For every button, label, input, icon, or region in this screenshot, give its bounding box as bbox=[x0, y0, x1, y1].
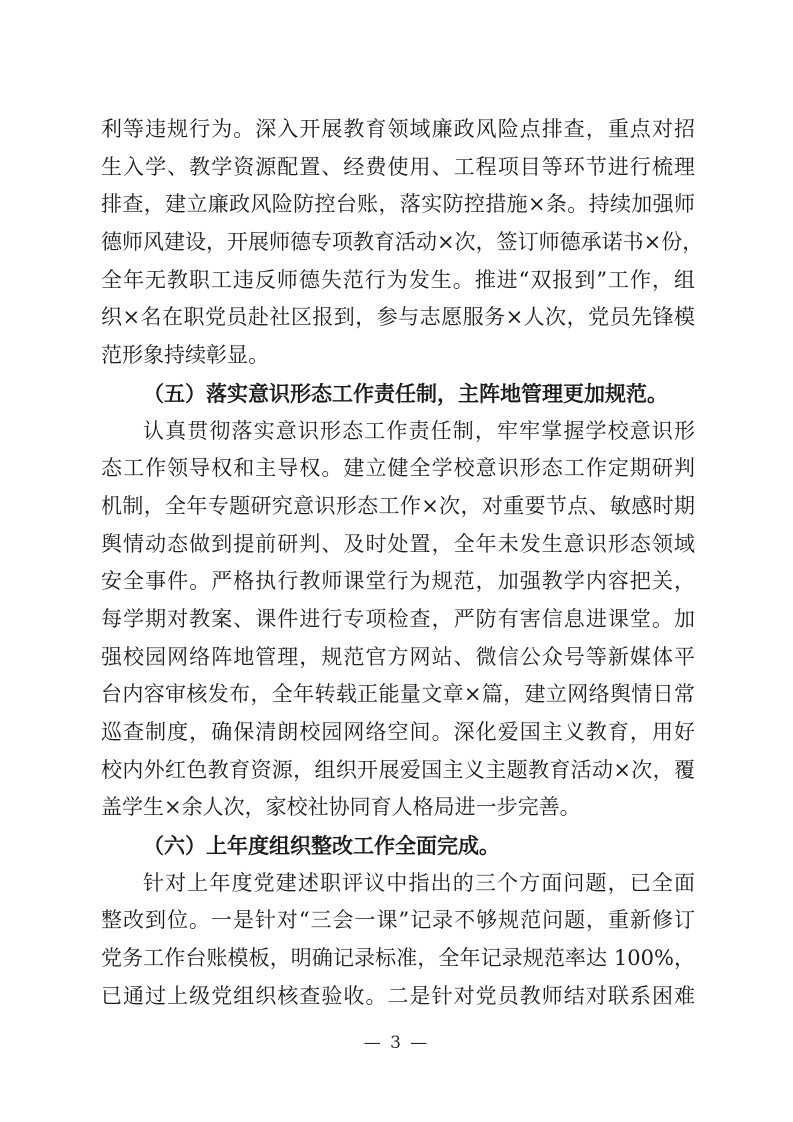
text-line: 范形象持续彰显。 bbox=[101, 343, 269, 368]
page-number: — 3 — bbox=[363, 1033, 430, 1053]
text-line: 织×名在职党员赴社区报到，参与志愿服务×人次，党员先锋模 bbox=[101, 305, 695, 330]
document-body bbox=[101, 111, 704, 1016]
text-line: 德师风建设，开展师德专项教育活动×次，签订师德承诺书×份， bbox=[101, 230, 704, 255]
text-line: 已通过上级党组织核查验收。二是针对党员教师结对联系困难 bbox=[101, 983, 695, 1008]
text-line: 生入学、教学资源配置、经费使用、工程项目等环节进行梳理 bbox=[101, 154, 695, 179]
text-line: 利等违规行为。深入开展教育领域廉政风险点排查，重点对招 bbox=[101, 117, 695, 141]
text-line: 盖学生×余人次，家校社协同育人格局进一步完善。 bbox=[101, 795, 581, 820]
text-line: 舆情动态做到提前研判、及时处置，全年未发生意识形态领域 bbox=[101, 531, 695, 556]
text-line: 台内容审核发布，全年转载正能量文章×篇，建立网络舆情日常 bbox=[101, 682, 695, 707]
text-line: 校内外红色教育资源，组织开展爱国主义主题教育活动×次，覆 bbox=[101, 757, 695, 782]
text-line: 巡查制度，确保清朗校园网络空间。深化爱国主义教育，用好 bbox=[101, 720, 695, 744]
text-line: 党务工作台账模板，明确记录标准，全年记录规范率达 100%， bbox=[101, 946, 695, 971]
text-line: 每学期对教案、课件进行专项检查，严防有害信息进课堂。加 bbox=[101, 606, 695, 631]
section-heading: （五）落实意识形态工作责任制，主阵地管理更加规范。 bbox=[143, 380, 668, 406]
text-line: 整改到位。一是针对“三会一课”记录不够规范问题，重新修订 bbox=[101, 908, 695, 933]
text-line: 强校园网络阵地管理，规范官方网站、微信公众号等新媒体平 bbox=[101, 644, 695, 669]
text-line: 全年无教职工违反师德失范行为发生。推进“双报到”工作，组 bbox=[101, 267, 695, 292]
text-line: 机制，全年专题研究意识形态工作×次，对重要节点、敏感时期 bbox=[101, 493, 695, 518]
text-line: 认真贯彻落实意识形态工作责任制，牢牢掌握学校意识形 bbox=[143, 418, 695, 443]
text-line: 针对上年度党建述职评议中指出的三个方面问题，已全面 bbox=[143, 870, 695, 895]
text-line: 态工作领导权和主导权。建立健全学校意识形态工作定期研判 bbox=[101, 456, 695, 481]
text-line: 安全事件。严格执行教师课堂行为规范，加强教学内容把关， bbox=[101, 569, 695, 594]
section-heading: （六）上年度组织整改工作全面完成。 bbox=[143, 833, 500, 859]
text-line: 排查，建立廉政风险防控台账，落实防控措施×条。持续加强师 bbox=[101, 192, 695, 217]
